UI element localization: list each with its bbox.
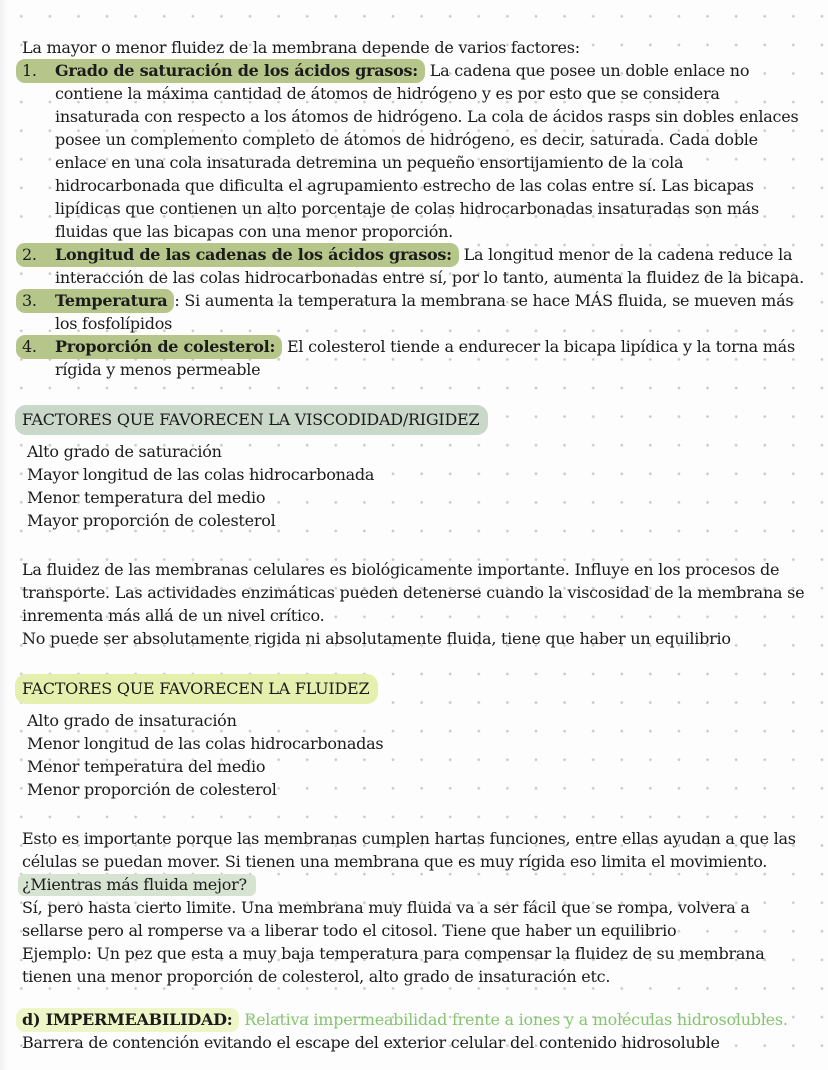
factor-3-body: : Si aumenta la temperatura la membrana se hace MÁS fluida, se mueven más los fosfolípidos	[55, 291, 794, 333]
impermeability-label: d) IMPERMEABILIDAD:	[22, 1010, 233, 1029]
viscosity-item-4: Mayor proporción de colesterol	[27, 511, 276, 530]
fluidity-item-1: Alto grado de insaturación	[27, 711, 237, 730]
factor-2-highlight	[16, 243, 459, 267]
factor-2-title: Longitud de las cadenas de los ácidos grasos:	[55, 245, 452, 264]
factor-item-1	[22, 59, 806, 243]
factor-4-body: El colesterol tiende a endurecer la bicapa lipídica y la torna más rígida y menos permeable	[55, 337, 795, 379]
factor-item-2	[22, 243, 806, 289]
importance-block	[22, 558, 806, 650]
factors-list	[22, 59, 806, 381]
factor-1-highlight	[16, 59, 425, 83]
factor-2-body: La longitud menor de la cadena reduce la interacción de las colas hidrocarbonadas entre sí, por lo tanto, aumenta la fluidez de la bicapa.	[55, 245, 804, 287]
factor-4-title: Proporción de colesterol:	[55, 337, 276, 356]
discussion-block	[22, 827, 806, 988]
fluidity-heading: FACTORES QUE FAVORECEN LA FLUIDEZ	[15, 674, 378, 704]
answer-paragraph: Sí, pero hasta cierto limite. Una membrana muy fluida va a ser fácil que se rompa, volvera a sellarse pero al romperse va a liberar todo el citosol. Tiene que haber un equilibrio	[22, 898, 750, 940]
viscosity-list	[22, 440, 806, 532]
factor-4-number: 4.	[22, 337, 37, 356]
question-highlight: ¿Mientras más fluida mejor?	[18, 874, 256, 896]
question-line	[22, 873, 806, 896]
factor-item-3	[22, 289, 806, 335]
factor-1-title: Grado de saturación de los ácidos grasos:	[55, 61, 418, 80]
importance-paragraph: La fluidez de las membranas celulares es biológicamente importante. Influye en los procesos de transporte. Las actividades enzimáticas pueden detenerse cuando la viscosidad de la membrana se inrementa más allá de un nivel crítico.	[22, 560, 805, 625]
fluidity-item-2: Menor longitud de las colas hidrocarbonadas	[27, 734, 384, 753]
importance-balance-line: No puede ser absolutamente rigida ni absolutamente fluida, tiene que haber un equilibrio	[22, 629, 731, 648]
intro-line: La mayor o menor fluidez de la membrana depende de varios factores:	[22, 38, 580, 57]
viscosity-heading: FACTORES QUE FAVORECEN LA VISCODIDAD/RIGIDEZ	[15, 405, 488, 435]
fluidity-list	[22, 709, 806, 801]
factor-3-number: 3.	[22, 291, 37, 310]
factor-2-number: 2.	[22, 245, 37, 264]
impermeability-line2: Barrera de contención evitando el escape del exterior celular del contenido hidrosoluble	[22, 1033, 720, 1052]
factor-1-number: 1.	[22, 61, 37, 80]
impermeability-green-note: Relativa impermeabilidad frente a iones y a moléculas hidrosolubles.	[239, 1010, 788, 1029]
impermeability-line	[22, 1008, 806, 1031]
factor-3-title: Temperatura	[55, 291, 168, 310]
impermeability-highlight	[16, 1008, 239, 1032]
example-paragraph: Ejemplo: Un pez que esta a muy baja temperatura para compensar la fluidez de su membrana tienen una menor proporción de colesterol, alto grado de insaturación etc.	[22, 944, 765, 986]
viscosity-item-3: Menor temperatura del medio	[27, 488, 266, 507]
discussion-paragraph: Esto es importante porque las membranas cumplen hartas funciones, entre ellas ayudan a que las células se puedan mover. Si tienen una membrana que es muy rígida eso limita el movimiento.	[22, 829, 796, 871]
factor-item-4	[22, 335, 806, 381]
factor-4-highlight	[16, 335, 282, 359]
fluidity-item-4: Menor proporción de colesterol	[27, 780, 277, 799]
fluidity-item-3: Menor temperatura del medio	[27, 757, 266, 776]
impermeability-block	[22, 1008, 806, 1054]
factor-3-highlight	[16, 289, 174, 313]
viscosity-item-1: Alto grado de saturación	[27, 442, 222, 461]
viscosity-item-2: Mayor longitud de las colas hidrocarbonada	[27, 465, 375, 484]
factor-1-body: La cadena que posee un doble enlace no contiene la máxima cantidad de átomos de hidrógeno y es por esto que se considera insaturada con respecto a los átomos de hidrógeno. La cola de ácidos rasps sin dobles enlaces posee un complemento completo de átomos de hidrógeno, es decir, saturada. Cada doble enlace en una cola insaturada detremina un pequeño ensortijamiento de la cola hidrocarbonada que dificulta el agrupamiento estrecho de las colas entre sí. Las bicapas lipídicas que contienen un alto porcentaje de colas hidrocarbonadas insaturadas son más fluidas que las bicapas con una menor proporción.	[55, 61, 799, 241]
